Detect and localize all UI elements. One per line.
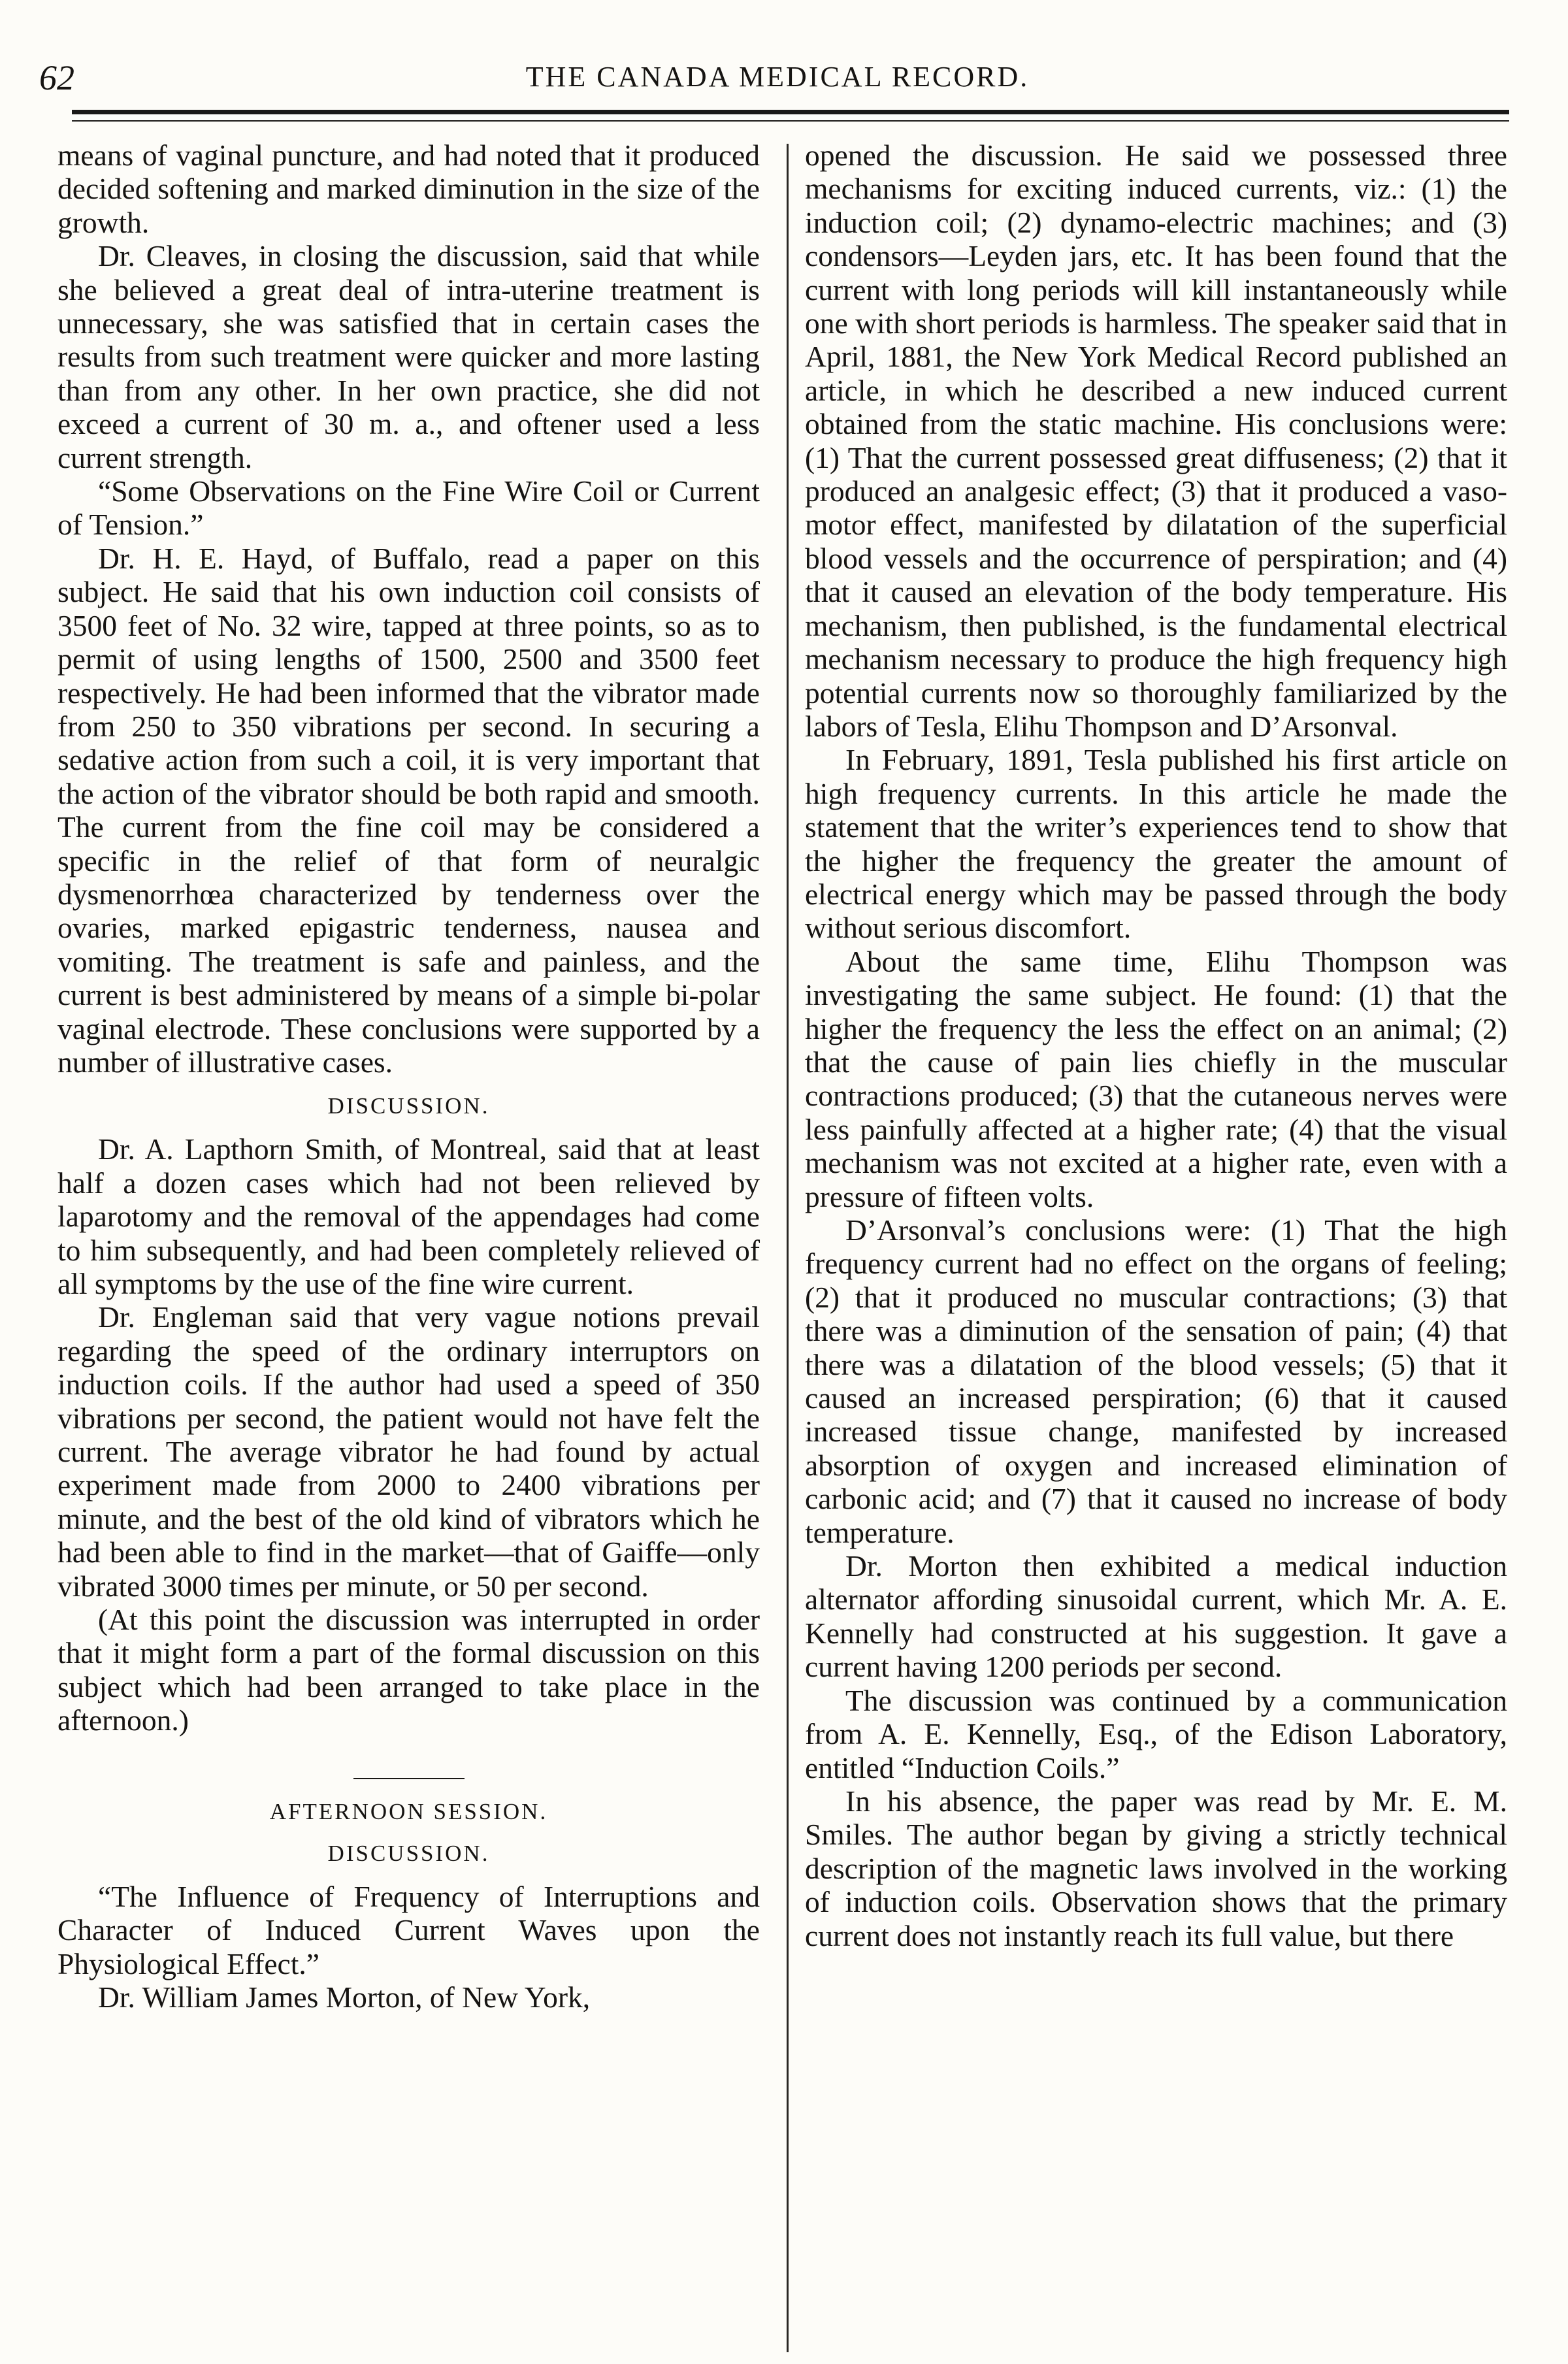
paragraph: means of vaginal puncture, and had noted that it produced decided softening and marked diminution in the size of the growth. — [57, 139, 760, 239]
paragraph: Dr. Cleaves, in closing the discussion, said that while she believed a great deal of intra-uterine treatment is unnecessary, she was satisfied that in certain cases the results from such treatment were quicker and more lasting than from any other. In her own practice, she did not exceed a current of 30 m. a., and oftener used a less current strength. — [57, 239, 760, 474]
paragraph: In his absence, the paper was read by Mr. E. M. Smiles. The author began by giving a strictly technical description of the magnetic laws involved in the working of induction coils. Observation shows that the primary current does not instantly reach its full value, but there — [805, 1784, 1507, 1952]
paragraph: About the same time, Elihu Thompson was investigating the same subject. He found: (1) that the higher the frequency the less the effect on an animal; (2) that the cause of pain lies chiefly in the muscular contractions produced; (3) that the cutaneous nerves were less painfully affected at a higher rate; (4) that the visual mechanism was not excited at a higher rate, even with a pressure of fifteen volts. — [805, 944, 1507, 1213]
paragraph: Dr. Morton then exhibited a medical induction alternator affording sinusoidal current, which Mr. A. E. Kennelly had constructed at his suggestion. It gave a current having 1200 periods per second. — [805, 1549, 1507, 1684]
left-column — [57, 139, 760, 2014]
paragraph: Dr. A. Lapthorn Smith, of Montreal, said that at least half a dozen cases which had not been relieved by laparotomy and the removal of the appendages had come to him subsequently, and had been completely relieved of all symptoms by the use of the fine wire current. — [57, 1132, 760, 1300]
page-header — [39, 57, 1516, 103]
page-number: 62 — [39, 58, 74, 97]
paper-title: “The Influence of Frequency of Interruptions and Character of Induced Current Waves upon the Physiological Effect.” — [57, 1879, 760, 1980]
paragraph: D’Arsonval’s conclusions were: (1) That the high frequency current had no effect on the organs of feeling; (2) that it produced no muscular contractions; (3) that there was a diminution of the sensation of pain; (4) that there was a dilatation of the blood vessels; (5) that it caused an increased perspiration; (6) that it caused increased tissue change, manifested by increased absorption of oxygen and increased elimination of carbonic acid; and (7) that it caused no increase of body temperature. — [805, 1213, 1507, 1549]
right-column — [805, 139, 1507, 1952]
column-divider — [787, 144, 789, 2352]
paragraph: Dr. Engleman said that very vague notions prevail regarding the speed of the ordinary interruptors on induction coils. If the author had used a speed of 350 vibrations per second, the patient would not have felt the current. The average vibrator he had found by actual experiment made from 2000 to 2400 vibrations per minute, and the best of the old kind of vibrators which he had been able to find in the market—that of Gaiffe—only vibrated 3000 times per minute, or 50 per second. — [57, 1300, 760, 1603]
header-rule-thick — [72, 110, 1509, 114]
section-heading: DISCUSSION. — [327, 1093, 490, 1119]
section-heading: DISCUSSION. — [327, 1840, 490, 1866]
paragraph: In February, 1891, Tesla published his first article on high frequency currents. In this article he made the statement that the writer’s experiences tend to show that the higher the frequency the greater the amount of electrical energy which may be passed through the body without serious discomfort. — [805, 743, 1507, 945]
section-divider — [353, 1778, 465, 1779]
paragraph: opened the discussion. He said we possessed three mechanisms for exciting induced currents, viz.: (1) the induction coil; (2) dynamo-electric machines; and (3) condensors—Leyden jars, etc. It has been found that the current with long periods will kill instantaneously while one with short periods is harmless. The speaker said that in April, 1881, the New York Medical Record published an article, in which he described a new induced current obtained from the static machine. His conclusions were: (1) That the current possessed great diffuseness; (2) that it produced an analgesic effect; (3) that it produced a vaso-motor effect, manifested by dilatation of the superficial blood vessels and the occurrence of perspiration; and (4) that it caused an elevation of the body temperature. His mechanism, then published, is the fundamental electrical mechanism necessary to produce the high frequency high potential currents now so thoroughly familiarized by the labors of Tesla, Elihu Thompson and D’Arsonval. — [805, 139, 1507, 743]
paper-title: “Some Observations on the Fine Wire Coil or Current of Tension.” — [57, 474, 760, 542]
paragraph: The discussion was continued by a communication from A. E. Kennelly, Esq., of the Edison Laboratory, entitled “Induction Coils.” — [805, 1683, 1507, 1784]
paragraph: Dr. H. E. Hayd, of Buffalo, read a paper on this subject. He said that his own induction coil consists of 3500 feet of No. 32 wire, tapped at three points, so as to permit of using lengths of 1500, 2500 and 3500 feet respectively. He had been informed that the vibrator made from 250 to 350 vibrations per second. In securing a sedative action from such a coil, it is very important that the action of the vibrator should be both rapid and smooth. The current from the fine coil may be considered a specific in the relief of that form of neuralgic dysmenorrhœa characterized by tenderness over the ovaries, marked epigastric tenderness, nausea and vomiting. The treatment is safe and painless, and the current is best administered by means of a simple bi-polar vaginal electrode. These conclusions were supported by a number of illustrative cases. — [57, 541, 760, 1079]
running-title: THE CANADA MEDICAL RECORD. — [525, 61, 1030, 93]
paragraph: (At this point the discussion was interrupted in order that it might form a part of the formal discussion on this subject which had been arranged to take place in the afternoon.) — [57, 1603, 760, 1737]
header-rule-thin — [72, 120, 1509, 122]
paragraph: Dr. William James Morton, of New York, — [98, 1980, 591, 2014]
section-heading: AFTERNOON SESSION. — [269, 1798, 548, 1824]
